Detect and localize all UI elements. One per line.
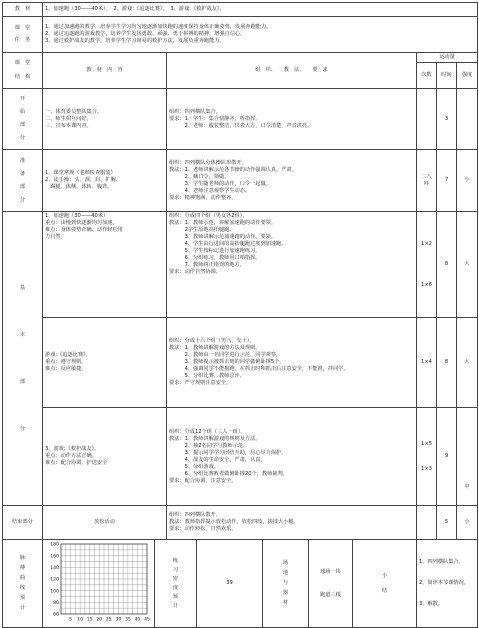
x-tick-label: 45 [144, 617, 150, 623]
basic1-times: 1×2 1×6 [417, 212, 437, 318]
start-times [417, 89, 437, 150]
prep-intensity: 小 [457, 150, 478, 212]
org-header: 组 织、 教 法、 要 求 [167, 53, 417, 89]
start-duration: 3 [437, 89, 457, 150]
basic3-duration: 9 [437, 408, 457, 506]
x-tick-label: 20 [96, 617, 103, 623]
prep-content: 1、课堂常规（老师检查服装） 2、徒手操：头、颈、肩、扩胸、 踢腿、体侧、体转、腹背。 [43, 150, 167, 212]
basic3-content: 3、游戏:《救护战友》。 重点：动作方法正确。 难点：配合协调、护送安全 [43, 408, 167, 506]
material-label: 教 材 [3, 3, 43, 17]
x-tick-label: 15 [86, 617, 93, 623]
y-tick-label: 180 [50, 542, 59, 548]
basic-section-label: 基 本 部 分 [3, 212, 43, 506]
end-intensity: 小 [457, 506, 478, 540]
start-section-label: 开 始 部 分 [3, 89, 43, 150]
summary-label: 小 结 [353, 540, 417, 628]
duration-header: 时间 [437, 63, 457, 89]
prep-org: 组织：四列横队分体操队形散开。 教法：1、老师讲解示范各节操的动作强调认真、严肃。 2、喊口令，领做。 3、学生随老师的动作，口令一起做。 4、老师注意观察学生动态。 要求：精神饱满，动作整齐。 [167, 150, 417, 212]
summary-items: 1、四列横队集合。 2、简评本节课情况。 3、解散。 [417, 540, 478, 628]
end-content: 放松活动 [43, 506, 167, 540]
y-tick-label: 60 [53, 612, 59, 618]
density-value: 39 [197, 540, 263, 628]
lesson-plan-table [2, 2, 478, 628]
prep-duration: 7 [437, 150, 457, 212]
content-header: 教 材 内 容 [43, 53, 167, 89]
material-value: 1、加速跑（30——40米）。 2、游戏:《追逐比赛》。 3、游戏:《救护战友》。 [43, 3, 478, 17]
times-header: 次数 [417, 63, 437, 89]
start-intensity [457, 89, 478, 150]
basic3-org: 组织：分成12个组（三人一组）。 教法：1、教师讲解游戏的规则及方法。 2、抽2名同学与教师示范。 3、提示同学学习团结互助，尽心尽力保护。 4、战友的生命安全，严肃，认真。 5、分组游戏。 6、分组比赛败者做俯卧撑20个，教师裁判。 要求：配合协调，注意安全。 [167, 408, 417, 506]
density-label: 练 习 密 度 预 计 [155, 540, 197, 628]
pulse-chart-cell [43, 540, 155, 628]
start-org: 组织：四列横队集合。 要求：1、学生：集合快静齐，听指挥。 2、老师：服装整洁，仪表大方，口令清楚，声音洪亮。 [167, 89, 417, 150]
basic1-content: 1、加速跑（30——40米） 重点：由慢到快逐渐均匀加速。 难点：身体姿势正确、动作轻松用 力自然。 [43, 212, 167, 318]
basic1-intensity: 大 [457, 212, 478, 318]
x-tick-label: 10 [77, 617, 84, 623]
prep-section-label: 准 备 部 分 [3, 150, 43, 212]
x-tick-label: 35 [124, 617, 131, 623]
basic3-times: 1×5 1×3 [417, 408, 437, 506]
task-item: 2、通过追逐跑的游戏教学，培养学生发扬勇敢、顽强、勇于拼搏的精神，增强自信心。 [45, 30, 246, 37]
basic3-intensity: 中 [457, 408, 478, 506]
prep-times: 二八呼 [417, 150, 437, 212]
task-item: 3、通过救护战友的教学，培养学生学习简易的救护方法，发展负重奔跑能力。 [45, 38, 225, 44]
intensity-header: 强度 [457, 63, 478, 89]
y-tick-label: 100 [50, 589, 59, 595]
structure-header: 课 堂 结 构 [3, 53, 43, 89]
basic2-duration: 8 [437, 318, 457, 408]
y-tick-label: 80 [53, 601, 59, 607]
basic1-duration: 8 [437, 212, 457, 318]
end-section-label: 结束部分 [3, 506, 43, 540]
x-tick-label: 30 [115, 617, 122, 623]
basic2-times: 1×4 [417, 318, 437, 408]
venue-label: 场 地 与 器 材 [263, 540, 309, 628]
basic2-intensity: 大 [457, 318, 478, 408]
x-tick-label: 40 [134, 617, 141, 623]
load-header: 运动量 [417, 53, 478, 63]
pulse-curve-label: 脉 搏 曲 线 预 计 [3, 540, 43, 628]
end-times [417, 506, 437, 540]
basic2-content: 游戏:《追逐比赛》。 重点：遵守规则。 难点：反应敏捷。 [43, 318, 167, 408]
venue-values: 球场一块 跑道三根 [309, 540, 353, 628]
start-content: 一、体育委员整队集合。 二、师生相互问好。 三、宣布本课内容。 [43, 89, 167, 150]
basic1-org: 组织：分成四个组（男女各2组）。 教法：1、教师示范，讲解加速跑的动作要领。 2学生原地高抬腿跑。 3、教师讲解示范加速跑的动作。要领。 4、学生由行进间的高抬腿跑过度到加速跑。 5、学生按标记进行加速跑练习。 6、分组练习，教师用口哨指挥。 7、教师纠正错误的地方。 要求：动作自然协调。 [167, 212, 417, 318]
basic2-org: 组织：分成十六个组（男八、女十）。 教法：1、教师讲解游戏的方法及规则。 2、教师由一名同学进行示范，同学观察。 3、教师提示被抓击到的同学做俯卧撑5个。 4、强调同学不能拖跑，在抓击时和抓击后注意安全，不能推，拌同学。 5、分组比赛，教师总评。 要求：严守规则注意安全。 [167, 318, 417, 408]
task-item: 1、通过加速跑的教学，培养学生学习均匀地逐渐加快跑的速度保持身体正确姿势，发展奔跑能力。 [45, 23, 272, 30]
x-tick-label: 25 [105, 617, 112, 623]
end-duration: 5 [437, 506, 457, 540]
pulse-curve-chart [43, 540, 153, 624]
y-tick-label: 120 [50, 577, 59, 583]
end-org: 组织：四列横队散开。 教法：教师指挥提示放松动作，放松四肢，搓揉大小腿。 要求：动作轻松，自然欢乐。 [167, 506, 417, 540]
tasks-label: 课 堂 任 务 [3, 17, 43, 53]
x-tick-label: 5 [69, 617, 73, 623]
y-tick-label: 160 [50, 554, 59, 560]
y-tick-label: 140 [50, 566, 59, 572]
tasks-list [43, 17, 478, 53]
